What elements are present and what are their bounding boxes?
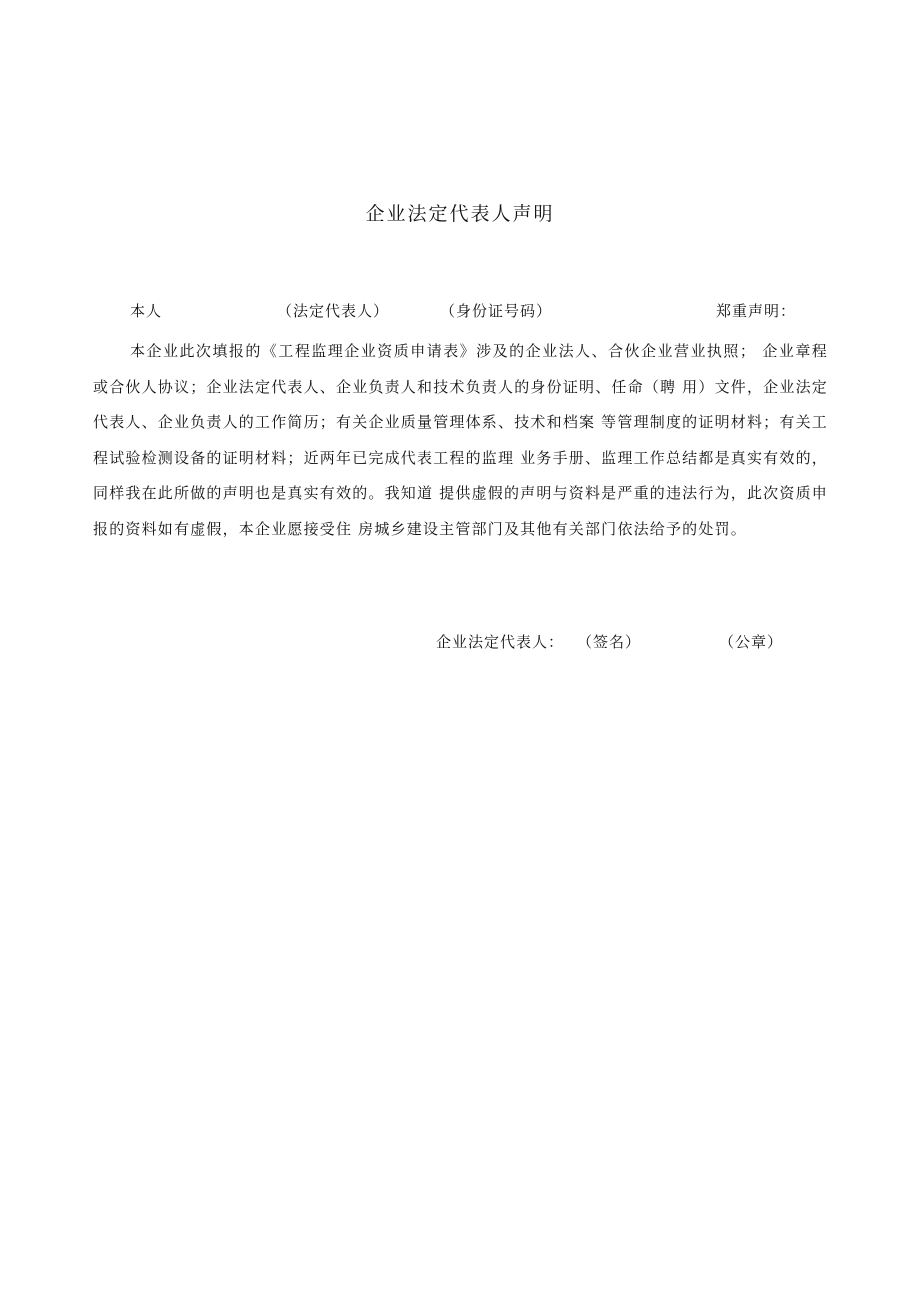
declaration-prefix: 本人 bbox=[130, 302, 163, 320]
signature-label: 企业法定代表人： bbox=[436, 633, 565, 651]
legal-rep-field: （法定代表人） bbox=[277, 302, 390, 320]
document-title: 企业法定代表人声明 bbox=[365, 203, 555, 225]
seal-field: （公章） bbox=[719, 633, 784, 651]
id-number-field: （身份证号码） bbox=[440, 302, 553, 320]
declaration-body: 本企业此次填报的《工程监理企业资质申请表》涉及的企业法人、合伙企业营业执照； 企业章程或合伙人协议；企业法定代表人、企业负责人和技术负责人的身份证明、任命（聘 用）文件，企业法定代表人、企业负责人的工作简历；有关企业质量管理体系、技术和档案 等管理制度的证明材料；有关工程试验检测设备的证明材料；近两年已完成代表工程的监理 业务手册、监理工作总结都是真实有效的，同样我在此所做的声明也是真实有效的。我知道 提供虚假的声明与资料是严重的违法行为，此次资质申报的资料如有虚假，本企业愿接受住 房城乡建设主管部门及其他有关部门依法给予的处罚。 bbox=[93, 342, 828, 538]
signature-field: （签名） bbox=[577, 633, 642, 651]
signature-line bbox=[0, 628, 920, 656]
declaration-line bbox=[0, 297, 920, 325]
solemn-declaration: 郑重声明： bbox=[716, 302, 797, 320]
